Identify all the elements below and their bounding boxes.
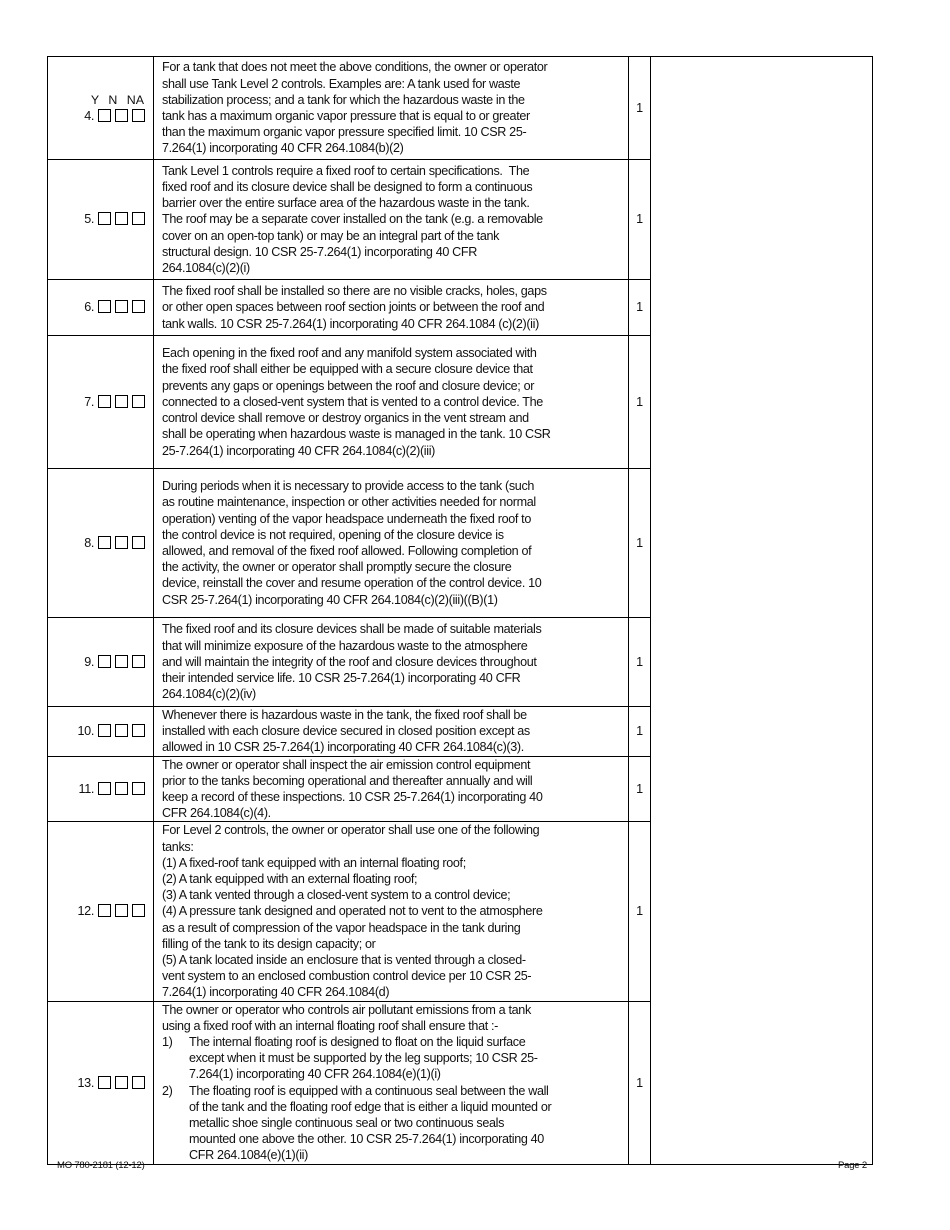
checkbox-na[interactable] — [132, 300, 145, 313]
item-text: Tank Level 1 controls require a fixed roof to certain specifications. The fixed roof and its closure device shall be designed to form a continuous barrier over the entire surface area of the hazardous waste in the tank. The roof may be a separate cover installed on the tank (e.g. a removable cover on an open-top tank) or may be an integral part of the tank structural design. 10 CSR 25-7.264(1) incorporating 40 CFR 264.1084(c)(2)(i) — [162, 163, 543, 275]
checkbox-no[interactable] — [115, 212, 128, 225]
item-number: 9. — [84, 654, 94, 669]
checkbox-na[interactable] — [132, 536, 145, 549]
item-text: During periods when it is necessary to provide access to the tank (such as routine maintenance, inspection or other activities needed for normal operation) venting of the vapor headspace underneath the fixed roof to the control device is not required, opening of the closure device is allowed, and removal of the fixed roof allowed. Following completion of the activity, the owner or operator shall promptly secure the closure device, reinstall the cover and resume operation of the control device. 10 CSR 25-7.264(1) incorporating 40 CFR 264.1084(c)(2)(iii)((B)(1) — [162, 479, 542, 607]
comments-cell[interactable] — [651, 57, 873, 1165]
checkbox-yes[interactable] — [98, 724, 111, 737]
item-number: 5. — [84, 212, 94, 227]
answer-cell — [48, 1001, 154, 1164]
requirement-cell — [154, 336, 629, 469]
answer-cell — [48, 160, 154, 280]
checkbox-na[interactable] — [132, 109, 145, 122]
checkbox-no[interactable] — [115, 395, 128, 408]
checkbox-no[interactable] — [115, 109, 128, 122]
checkbox-no[interactable] — [115, 300, 128, 313]
checkbox-na[interactable] — [132, 904, 145, 917]
answer-cell — [48, 707, 154, 757]
checklist-table — [47, 56, 873, 1165]
list-text: The internal floating roof is designed to float on the liquid surface except when it must be supported by the leg supports; 10 CSR 25- 7.264(1) incorporating 40 CFR 264.1084(e)(1)(i) — [189, 1035, 538, 1082]
checkbox-na[interactable] — [132, 212, 145, 225]
points-cell: 1 — [629, 618, 651, 707]
checkbox-yes[interactable] — [98, 655, 111, 668]
points-cell: 1 — [629, 469, 651, 618]
checkbox-na[interactable] — [132, 782, 145, 795]
answer-cell — [48, 57, 154, 160]
checkbox-no[interactable] — [115, 724, 128, 737]
requirement-cell — [154, 822, 629, 1001]
points-cell: 1 — [629, 822, 651, 1001]
checkbox-yes[interactable] — [98, 300, 111, 313]
points-cell: 1 — [629, 707, 651, 757]
requirement-cell — [154, 756, 629, 822]
checkbox-yes[interactable] — [98, 536, 111, 549]
item-text: The owner or operator shall inspect the air emission control equipment prior to the tanks becoming operational and thereafter annually and will keep a record of these inspections. 10 CSR 25-7.264(1) incorporating 40 CFR 264.1084(c)(4). — [162, 757, 543, 821]
answer-cell — [48, 280, 154, 336]
answer-column-headers — [48, 92, 145, 108]
item-text: Whenever there is hazardous waste in the tank, the fixed roof shall be installed with each closure device secured in closed position except as allowed in 10 CSR 25-7.264(1) incorporating 40 CFR 264.1084(c)(3). — [162, 708, 530, 755]
answer-cell — [48, 336, 154, 469]
points-cell: 1 — [629, 756, 651, 822]
requirement-cell — [154, 469, 629, 618]
checkbox-na[interactable] — [132, 1076, 145, 1089]
answer-cell — [48, 822, 154, 1001]
item-text: For Level 2 controls, the owner or operator shall use one of the following tanks: (1) A fixed-roof tank equipped with an internal floating roof; (2) A tank equipped with an external floating roof; (3) A tank vented through a closed-vent system to a control device; (4) A pressure tank designed and operated not to vent to the atmosphere as a result of compression of the vapor headspace in the tank during filling of the tank to its design capacity; or (5) A tank located inside an enclosure that is vented through a closed- vent system to an enclosed combustion control device per 10 CSR 25- 7.264(1) incorporating 40 CFR 264.1084(d) — [162, 823, 543, 1000]
checkbox-yes[interactable] — [98, 395, 111, 408]
requirement-cell — [154, 280, 629, 336]
answer-cell — [48, 469, 154, 618]
requirement-cell — [154, 707, 629, 757]
item-number: 7. — [84, 394, 94, 409]
page-number: Page 2 — [838, 1160, 867, 1171]
item-number: 4. — [84, 109, 94, 123]
checkbox-yes[interactable] — [98, 212, 111, 225]
list-entry — [154, 1083, 628, 1164]
answer-cell — [48, 756, 154, 822]
checkbox-yes[interactable] — [98, 109, 111, 122]
points-cell: 1 — [629, 57, 651, 160]
item-number: 6. — [84, 300, 94, 315]
requirement-cell — [154, 57, 629, 160]
checkbox-no[interactable] — [115, 782, 128, 795]
requirement-cell — [154, 618, 629, 707]
checkbox-na[interactable] — [132, 724, 145, 737]
checkbox-yes[interactable] — [98, 904, 111, 917]
item-number: 12. — [77, 904, 94, 919]
requirement-cell — [154, 1001, 629, 1164]
item-text: Each opening in the fixed roof and any manifold system associated with the fixed roof shall either be equipped with a secure closure device that prevents any gaps or openings between the roof and closure device; or connected to a closed-vent system that is vented to a control device. The control device shall remove or destroy organics in the vent stream and shall be operating when hazardous waste is managed in the tank. 10 CSR 25-7.264(1) incorporating 40 CFR 264.1084(c)(2)(iii) — [162, 346, 551, 458]
item-number: 8. — [84, 535, 94, 550]
checkbox-yes[interactable] — [98, 782, 111, 795]
item-text: The fixed roof shall be installed so there are no visible cracks, holes, gaps or other open spaces between roof section joints or between the roof and tank walls. 10 CSR 25-7.264(1) incorporating 40 CFR 264.1084 (c)(2)(ii) — [162, 284, 547, 331]
checkbox-na[interactable] — [132, 395, 145, 408]
answer-cell — [48, 618, 154, 707]
checkbox-no[interactable] — [115, 1076, 128, 1089]
checkbox-na[interactable] — [132, 655, 145, 668]
item-text: The owner or operator who controls air pollutant emissions from a tank using a fixed roof with an internal floating roof shall ensure that :- — [162, 1002, 531, 1033]
form-number: MO 780-2181 (12-12) — [57, 1160, 145, 1171]
item-number: 11. — [78, 781, 94, 796]
item-number: 13. — [77, 1075, 94, 1090]
points-cell: 1 — [629, 336, 651, 469]
item-text: The fixed roof and its closure devices shall be made of suitable materials that will minimize exposure of the hazardous waste to the atmosphere and will maintain the integrity of the roof and closure devices throughout their intended service life. 10 CSR 25-7.264(1) incorporating 40 CFR 264.1084(c)(2)(iv) — [162, 622, 542, 702]
points-cell: 1 — [629, 280, 651, 336]
header-na: NA — [126, 92, 144, 107]
checkbox-yes[interactable] — [98, 1076, 111, 1089]
header-yes: Y — [90, 92, 99, 107]
item-text: For a tank that does not meet the above conditions, the owner or operator shall use Tank Level 2 controls. Examples are: A tank used for waste stabilization process; and a tank for which the hazardous waste in the tank has a maximum organic vapor pressure that is equal to or greater than the maximum organic vapor pressure specified limit. 10 CSR 25- 7.264(1) incorporating 40 CFR 264.1084(b)(2) — [162, 60, 548, 156]
list-number: 1) — [162, 1035, 173, 1050]
checkbox-no[interactable] — [115, 536, 128, 549]
list-number: 2) — [162, 1083, 173, 1098]
checklist-row — [48, 57, 873, 160]
header-no: N — [108, 92, 118, 107]
list-entry — [154, 1034, 628, 1083]
list-text: The floating roof is equipped with a continuous seal between the wall of the tank and the floating roof edge that is either a liquid mounted or metallic shoe single continuous seal or two continuous seals mounted one above the other. 10 CSR 25-7.264(1) incorporating 40 CFR 264.1084(e)(1)(ii) — [189, 1083, 552, 1163]
points-cell: 1 — [629, 160, 651, 280]
checkbox-no[interactable] — [115, 655, 128, 668]
points-cell: 1 — [629, 1001, 651, 1164]
requirement-cell — [154, 160, 629, 280]
item-number: 10. — [77, 724, 94, 739]
checkbox-no[interactable] — [115, 904, 128, 917]
